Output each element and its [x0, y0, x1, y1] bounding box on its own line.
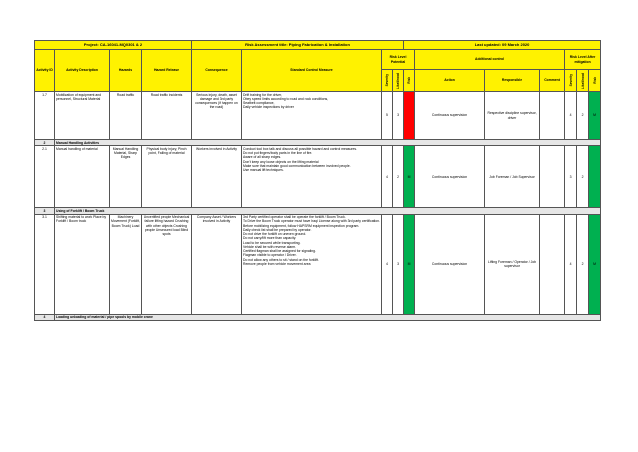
col-consequence: Consequence	[192, 50, 242, 92]
section-number: 2	[35, 140, 55, 146]
column-header-row-1	[35, 50, 601, 70]
row-id: 3.1	[35, 214, 55, 314]
row-comment	[540, 214, 565, 314]
row-severity-after: 4	[565, 214, 577, 314]
col-hazard-release: Hazard Release	[142, 50, 192, 92]
row-severity-after: 3	[565, 146, 577, 208]
col-comment: Comment	[540, 70, 565, 92]
header-row	[35, 41, 601, 50]
row-severity: 4	[382, 214, 393, 314]
last-updated: Last updated: 09 March 2020	[404, 41, 601, 50]
row-responsible: Lifting Foreman / Operator / Job supervisor	[485, 214, 540, 314]
row-control: Drift training for the driver, Obey speed limits according to road and rock conditions, Seatbelt compliance, Daily vehicle inspections by driver	[242, 92, 382, 140]
row-risk: M	[404, 214, 415, 314]
col-activity-id: Activity ID	[35, 50, 55, 92]
col-risk-1: Risk	[407, 77, 412, 84]
col-activity-description: Activity Description	[55, 50, 110, 92]
section-number: 3	[35, 208, 55, 214]
row-release: Physical body injury, Pinch point, Falling of material	[142, 146, 192, 208]
col-additional-control: Additional control	[415, 50, 565, 70]
col-hazards: Hazards	[110, 50, 142, 92]
row-consequence: Workers involved in Activity	[192, 146, 242, 208]
row-id: 2.1	[35, 146, 55, 208]
row-description: Shifting material to work Place by Forklift / Boom truck	[55, 214, 110, 314]
section-title: Using of Forklift / Boom Truck	[55, 208, 601, 214]
section-title: Manual Handling Activities	[55, 140, 601, 146]
row-risk-after: M	[589, 214, 601, 314]
col-action: Action	[415, 70, 485, 92]
col-responsible: Responsible	[485, 70, 540, 92]
row-risk: M	[404, 146, 415, 208]
risk-assessment-table	[34, 40, 601, 321]
section-title: Loading unloading of material / pipe spools by mobile crane	[55, 314, 601, 320]
row-description: Manual handling of material	[55, 146, 110, 208]
row-action: Continuous supervision	[415, 92, 485, 140]
col-severity-2: Severity	[568, 74, 573, 87]
project-label: Project: CA-16041-MQ0301 & 2	[35, 41, 192, 50]
row-comment	[540, 92, 565, 140]
row-action: Continuous supervision	[415, 146, 485, 208]
section-row	[35, 314, 601, 320]
row-description: Mobilization of equipment and personnel, Structural Material	[55, 92, 110, 140]
col-likelihood-2: Likelihood	[580, 72, 585, 89]
row-responsible: Job Foreman / Job Supervisor	[485, 146, 540, 208]
row-risk-after	[589, 146, 601, 208]
col-risk-level-potential: Risk Level Potential	[382, 50, 415, 70]
row-likelihood: 3	[393, 92, 404, 140]
section-number: 4	[35, 314, 55, 320]
row-severity: 4	[382, 146, 393, 208]
row-control: 3rd Party certified operator shall be operate the forklift / Boom Truck. To Drive the Boom Truck operator must have Iraqi License along with 3rd party certification. Before mobilizing equipment, follow HAPSRM equipment inspection program. Daily check list shall be prepared by operator. Do not drive the forklift on uneven ground. Do not carry/lift more than capacity. Load to be secured while transporting. Vehicle shall be with reverse alarm. Certified flagman shall be assigned for signaling. Flagman visible to operator / Driver. Do not allow any others to sit / stand on the forklift. Remove people from vehicle movement area	[242, 214, 382, 314]
row-likelihood-after: 2	[577, 214, 589, 314]
col-standard-control: Standard Control Measure	[242, 50, 382, 92]
row-consequence: Serious injury, death, asset damage and 3rd party consequences (if happen on the road)	[192, 92, 242, 140]
col-risk-after-mitigation: Risk Level After mitigation	[565, 50, 601, 70]
table-row	[35, 92, 601, 140]
row-hazards: Machinery Movement (Forklift, Boom Truck) Load	[110, 214, 142, 314]
row-risk-after: M	[589, 92, 601, 140]
row-risk	[404, 92, 415, 140]
row-likelihood-after: 2	[577, 92, 589, 140]
col-likelihood-1: Likelihood	[396, 72, 400, 89]
row-likelihood: 2	[393, 146, 404, 208]
table-row	[35, 214, 601, 314]
row-comment	[540, 146, 565, 208]
row-release: Uncertified people Mechanical failure lifting hazard Crushing with other objects Crushing people Unsecured load Blind spots	[142, 214, 192, 314]
row-hazards: Road traffic	[110, 92, 142, 140]
table-row	[35, 146, 601, 208]
row-action: Continuous supervision	[415, 214, 485, 314]
col-risk-2: Risk	[592, 77, 597, 84]
row-likelihood: 3	[393, 214, 404, 314]
row-consequence: Company Asset / Workers involved in Activity	[192, 214, 242, 314]
row-responsible: Respective discipline supervisor, driver	[485, 92, 540, 140]
row-severity: 5	[382, 92, 393, 140]
assessment-title: Risk Assessment title: Piping Fabrication & Installation	[192, 41, 404, 50]
row-release: Road traffic incidents	[142, 92, 192, 140]
row-severity-after: 4	[565, 92, 577, 140]
row-hazards: Manual Handling Material, Sharp Edges	[110, 146, 142, 208]
row-likelihood-after: 2	[577, 146, 589, 208]
row-id: 1.7	[35, 92, 55, 140]
col-severity-1: Severity	[385, 74, 389, 87]
row-control: Conduct tool box talk and discuss all possible hazard and control measures. Do not put fingers/body parts in the line of fire. Aware of all sharp edges. Don't keep any loose objects on the lifting material Make sure that maintain good communication between involved people. Use manual lift techniques.	[242, 146, 382, 208]
